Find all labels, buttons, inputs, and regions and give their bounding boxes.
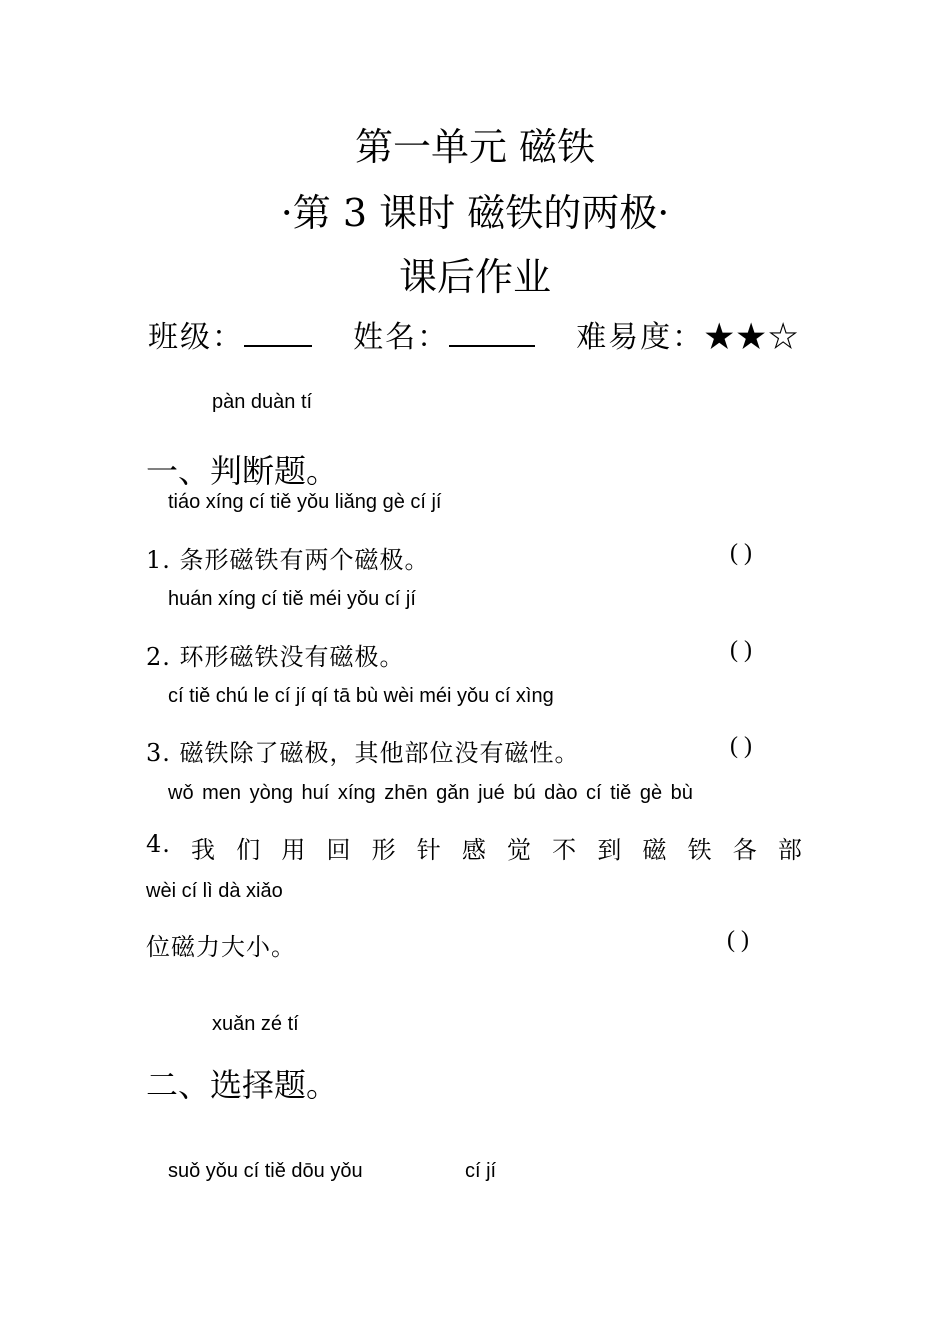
section2-pinyin: xuǎn zé tí xyxy=(212,1013,299,1035)
difficulty-stars: ★★☆ xyxy=(704,320,801,355)
q4-char: 各 xyxy=(732,836,758,864)
q4-pinyin-line2: wèi cí lì dà xiǎo xyxy=(146,880,283,902)
q4-char: 不 xyxy=(552,836,578,864)
q4-char: 我 xyxy=(191,836,217,864)
q4-pinyin: wǒ men yòng huí xíng zhēn gǎn jué bú dào cí tiě gè bù xyxy=(168,782,693,804)
unit-title: 第一单元 磁铁 xyxy=(354,125,596,169)
q2-text: 2. 环形磁铁没有磁极。 xyxy=(146,643,405,671)
q1-pinyin: tiáo xíng cí tiě yǒu liǎng gè cí jí xyxy=(168,491,442,513)
q4-char: 部 xyxy=(777,836,803,864)
info-line xyxy=(148,312,800,356)
q4-answer-parens[interactable]: ( ) xyxy=(727,927,749,953)
section1-title: 一、判断题。 xyxy=(146,452,339,490)
q4-char: 到 xyxy=(597,836,623,864)
difficulty-label: 难易度： xyxy=(576,320,705,355)
q4-char: 针 xyxy=(416,836,442,864)
q3-text: 3. 磁铁除了磁极，其他部位没有磁性。 xyxy=(146,739,580,767)
q4-char: 感 xyxy=(461,836,487,864)
q4-char: 铁 xyxy=(687,836,713,864)
lesson-title: ·第 3 课时 磁铁的两极· xyxy=(280,191,670,235)
q4-text-line2: 位磁力大小。 xyxy=(146,933,296,961)
q4-char: 们 xyxy=(236,836,262,864)
name-label: 姓名： xyxy=(353,320,450,355)
q4-char: 磁 xyxy=(642,836,668,864)
q4-char: 4. xyxy=(146,830,171,858)
name-field[interactable] xyxy=(449,317,535,347)
q4-char: 觉 xyxy=(507,836,533,864)
q4-text-line1 xyxy=(146,830,803,865)
q2-answer-parens[interactable]: ( ) xyxy=(730,637,752,663)
q1-answer-parens[interactable]: ( ) xyxy=(730,540,752,566)
section2-title: 二、选择题。 xyxy=(146,1066,339,1104)
q2-pinyin: huán xíng cí tiě méi yǒu cí jí xyxy=(168,588,416,610)
class-label: 班级： xyxy=(148,320,244,355)
s2-q1-pinyin-b: cí jí xyxy=(465,1160,497,1182)
homework-title: 课后作业 xyxy=(398,255,551,299)
q4-char: 形 xyxy=(371,836,397,864)
s2-q1-pinyin-a: suǒ yǒu cí tiě dōu yǒu xyxy=(168,1160,363,1182)
class-field[interactable] xyxy=(244,317,312,347)
q1-text: 1. 条形磁铁有两个磁极。 xyxy=(146,546,430,574)
q3-answer-parens[interactable]: ( ) xyxy=(730,733,752,759)
q3-pinyin: cí tiě chú le cí jí qí tā bù wèi méi yǒu cí xìng xyxy=(168,685,554,707)
section1-pinyin: pàn duàn tí xyxy=(212,391,313,413)
q4-char: 用 xyxy=(281,836,307,864)
q4-char: 回 xyxy=(326,836,352,864)
